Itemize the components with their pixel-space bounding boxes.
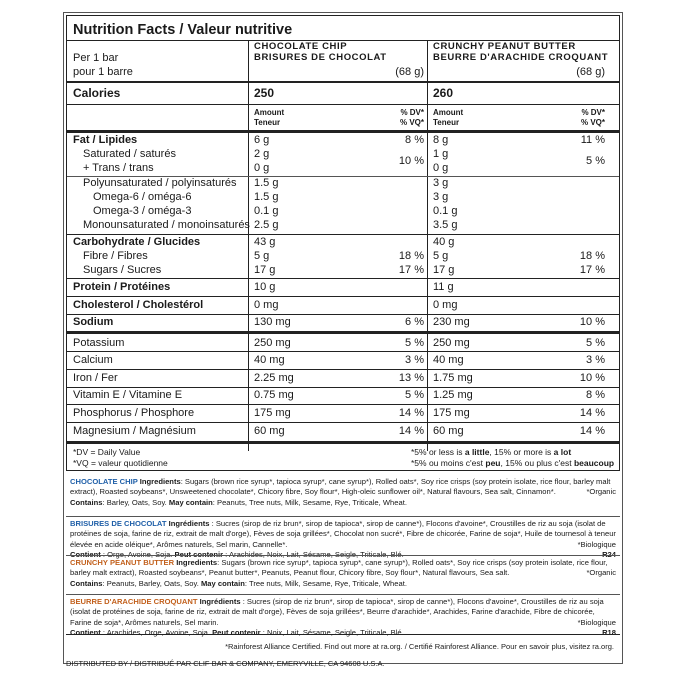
potassium-p2-dv: 5 %	[586, 337, 605, 349]
vite-p2-dv: 8 %	[586, 389, 605, 401]
serving-per-en: Per 1 bar	[73, 52, 119, 64]
omega6-p2: 3 g	[433, 191, 449, 203]
calories-label: Calories	[73, 86, 121, 100]
mono-p2: 3.5 g	[433, 219, 458, 231]
phos-p2-dv: 14 %	[579, 407, 605, 419]
divider	[67, 387, 619, 388]
calcium-p1-dv: 3 %	[405, 354, 424, 366]
sat-p1-dv: 10 %	[398, 155, 424, 167]
divider	[67, 404, 619, 405]
amount-header-2: Amount	[433, 108, 464, 117]
column-divider-2	[427, 40, 428, 451]
vite-p1-dv: 5 %	[405, 389, 424, 401]
serving-per-fr: pour 1 barre	[73, 66, 133, 78]
phos-label: Phosphorus / Phosphore	[73, 407, 195, 419]
mono-p1: 2.5 g	[254, 219, 279, 231]
protein-p1: 10 g	[254, 281, 276, 293]
panel-title: Nutrition Facts / Valeur nutritive	[73, 22, 293, 38]
sodium-p2: 230 mg	[433, 316, 470, 328]
divider	[67, 331, 619, 334]
fibre-p2: 5 g	[433, 250, 449, 262]
sodium-label: Sodium	[73, 316, 114, 328]
phos-p1: 175 mg	[254, 407, 291, 419]
potassium-p1: 250 mg	[254, 337, 291, 349]
product-2-name-en: CRUNCHY PEANUT BUTTER	[433, 41, 576, 52]
fibre-p1: 5 g	[254, 250, 270, 262]
divider	[67, 351, 619, 352]
omega3-label: Omega-3 / oméga-3	[93, 205, 192, 217]
fat-label: Fat / Lipides	[73, 134, 138, 146]
sodium-p2-dv: 10 %	[579, 316, 605, 328]
poly-p1: 1.5 g	[254, 177, 279, 189]
chol-p2: 0 mg	[433, 299, 458, 311]
phos-p1-dv: 14 %	[398, 407, 424, 419]
poly-label: Polyunsaturated / polyinsaturés	[83, 177, 237, 189]
divider	[66, 516, 620, 517]
rainforest-note: *Rainforest Alliance Certified. Find out more at ra.org. / Certifié Rainforest Alliance. Pour en savoir plus, visitez ra.org.	[225, 642, 614, 651]
sat-p2-dv: 5 %	[586, 155, 605, 167]
divider	[67, 369, 619, 370]
chol-label: Cholesterol / Cholestérol	[73, 299, 204, 311]
fat-p1: 6 g	[254, 134, 270, 146]
product-2-weight: (68 g)	[576, 66, 605, 78]
product-1-name-en: CHOCOLATE CHIP	[254, 41, 348, 52]
amount-header-1: Amount	[254, 108, 285, 117]
omega3-p1: 0.1 g	[254, 205, 279, 217]
divider	[67, 422, 619, 423]
protein-p2: 11 g	[433, 281, 454, 293]
footnote-vq: *VQ = valeur quotidienne	[73, 458, 168, 468]
ingredients-peanut-en: CRUNCHY PEANUT BUTTER Ingredients: Sugars (brown rice syrup*, tapioca syrup*, cane syrup*), Rolled oats*, Soy rice crisps (soy protein isolate, rice flour, barley malt extract), Roasted soybeans*, Peanut butter*, Peanuts, Peanut flour, Chicory fibre, Soy flour*, Natural flavours, Sea salt. *Organic Contains: Peanuts, Barley, Oats, Soy. May contain: Tree nuts, Milk, Sesame, Rye, Triticale, Wheat.	[70, 558, 616, 588]
distributor-line: DISTRIBUTED BY / DISTRIBUÉ PAR CLIF BAR & COMPANY, EMERYVILLE, CA 94608 U.S.A.	[66, 659, 385, 668]
note-fr: *5% ou moins c'est peu, 15% ou plus c'est beaucoup	[411, 458, 615, 468]
calcium-p1: 40 mg	[254, 354, 285, 366]
phos-p2: 175 mg	[433, 407, 470, 419]
omega6-p1: 1.5 g	[254, 191, 279, 203]
footnote-dv: *DV = Daily Value	[73, 447, 141, 457]
poly-p2: 3 g	[433, 177, 449, 189]
divider	[67, 104, 619, 105]
vq-header-1: % VQ*	[399, 118, 424, 127]
divider	[67, 130, 619, 133]
sodium-p1: 130 mg	[254, 316, 291, 328]
fat-p2: 8 g	[433, 134, 449, 146]
iron-p1: 2.25 mg	[254, 372, 294, 384]
sat-p1: 2 g	[254, 148, 270, 160]
mag-p1-dv: 14 %	[398, 425, 424, 437]
carb-p2: 40 g	[433, 236, 455, 248]
product-1-name-fr: BRISURES DE CHOCOLAT	[254, 52, 387, 63]
divider	[67, 234, 619, 235]
fibre-p1-dv: 18 %	[398, 250, 424, 262]
divider	[67, 81, 619, 83]
iron-p1-dv: 13 %	[398, 372, 424, 384]
divider	[66, 634, 620, 635]
carb-label: Carbohydrate / Glucides	[73, 236, 201, 248]
trans-p2: 0 g	[433, 162, 449, 174]
calcium-label: Calcium	[73, 354, 113, 366]
ingredients-chocolate-en: CHOCOLATE CHIP Ingredients: Sugars (brown rice syrup*, tapioca syrup*, cane syrup*), Rolled oats*, Soy rice crisps (soy protein isolate, rice flour, barley malt extract), Roasted soybeans*, Unsweetened chocolate*, Chicory fibre, Soy flour*, High-oleic sunflower oil*, Natural flavours, Sea salt, Cinnamon*. *Organic Contains: Barley, Oats, Soy. May contain: Peanuts, Tree nuts, Milk, Sesame, Rye, Triticale, Wheat.	[70, 477, 616, 507]
calcium-p2: 40 mg	[433, 354, 464, 366]
omega6-label: Omega-6 / oméga-6	[93, 191, 192, 203]
potassium-p1-dv: 5 %	[405, 337, 424, 349]
omega3-p2: 0.1 g	[433, 205, 458, 217]
divider	[67, 278, 619, 279]
sugars-p2: 17 g	[433, 264, 455, 276]
sugars-p1-dv: 17 %	[398, 264, 424, 276]
divider	[66, 594, 620, 595]
trans-label: + Trans / trans	[83, 162, 154, 174]
potassium-p2: 250 mg	[433, 337, 470, 349]
dv-header-1: % DV*	[400, 108, 424, 117]
note-en: *5% or less is a little, 15% or more is a lot	[411, 447, 572, 457]
trans-p1: 0 g	[254, 162, 270, 174]
mag-label: Magnesium / Magnésium	[73, 425, 196, 437]
sugars-p1: 17 g	[254, 264, 276, 276]
nutrition-facts-panel	[66, 15, 620, 471]
product-2-name-fr: BEURRE D'ARACHIDE CROQUANT	[433, 52, 609, 63]
product-1-calories: 250	[254, 86, 275, 100]
divider	[66, 555, 620, 556]
mag-p2: 60 mg	[433, 425, 464, 437]
iron-p2: 1.75 mg	[433, 372, 473, 384]
ingredients-peanut-fr: BEURRE D'ARACHIDE CROQUANT Ingrédients : Sucres (sirop de riz brun*, sirop de tapioca*, sirop de canne*), Flocons d'avoine*, Croustilles de riz au soja (isolat de protéines de soja, farine de riz, extrait de malt d'orge), Fèves de soja grillées*, Beurre d'arachide*, Arachides, Farine d'arachide, Fibre de chicorée, Farine de soja*, Arômes naturels, Sel marin. *Biologique Contient : Arachides, Orge, Avoine, Soja. Peut contenir : Noix, Lait, Sésame, Seigle, Triticale, Blé. R18	[70, 597, 616, 638]
product-1-weight: (68 g)	[395, 66, 424, 78]
dv-header-2: % DV*	[581, 108, 605, 117]
mag-p1: 60 mg	[254, 425, 285, 437]
product-2-calories: 260	[433, 86, 454, 100]
sugars-p2-dv: 17 %	[579, 264, 605, 276]
iron-label: Iron / Fer	[73, 372, 118, 384]
divider	[67, 441, 619, 444]
sat-p2: 1 g	[433, 148, 449, 160]
fat-p2-dv: 11 %	[580, 134, 605, 146]
carb-p1: 43 g	[254, 236, 276, 248]
protein-label: Protein / Protéines	[73, 281, 171, 293]
mono-label: Monounsaturated / monoinsaturés	[83, 219, 250, 231]
ingredients-chocolate-fr: BRISURES DE CHOCOLAT Ingrédients : Sucres (sirop de riz brun*, sirop de tapioca*, sirop de canne*), Flocons d'avoine*, Croustilles de riz au soja (isolat de protéines de soja, farine de riz, extrait de malt d'orge), Fèves de soja grillées*, Chocolat non sucré*, Fibre de chicorée, Farine de soja*, Huile de tournesol à teneur élevée en acide oléique*, Arômes naturels, Sel marin, Cannelle*. *Biologique Contient : Orge, Avoine, Soja. Peut contenir : Arachides, Noix, Lait, Sésame, Seigle, Triticale, Blé. R24	[70, 519, 616, 560]
fat-p1-dv: 8 %	[405, 134, 424, 146]
vite-label: Vitamin E / Vitamine E	[73, 389, 183, 401]
fibre-label: Fibre / Fibres	[83, 250, 148, 262]
divider	[67, 296, 619, 297]
chol-p1: 0 mg	[254, 299, 279, 311]
sat-label: Saturated / saturés	[83, 148, 176, 160]
calcium-p2-dv: 3 %	[586, 354, 605, 366]
vite-p2: 1.25 mg	[433, 389, 473, 401]
iron-p2-dv: 10 %	[579, 372, 605, 384]
column-divider-1	[248, 40, 249, 451]
sugars-label: Sugars / Sucres	[83, 264, 162, 276]
vq-header-2: % VQ*	[580, 118, 605, 127]
potassium-label: Potassium	[73, 337, 125, 349]
mag-p2-dv: 14 %	[579, 425, 605, 437]
teneur-header-1: Teneur	[254, 118, 281, 127]
divider	[67, 314, 619, 315]
sodium-p1-dv: 6 %	[405, 316, 424, 328]
teneur-header-2: Teneur	[433, 118, 460, 127]
fibre-p2-dv: 18 %	[579, 250, 605, 262]
vite-p1: 0.75 mg	[254, 389, 294, 401]
